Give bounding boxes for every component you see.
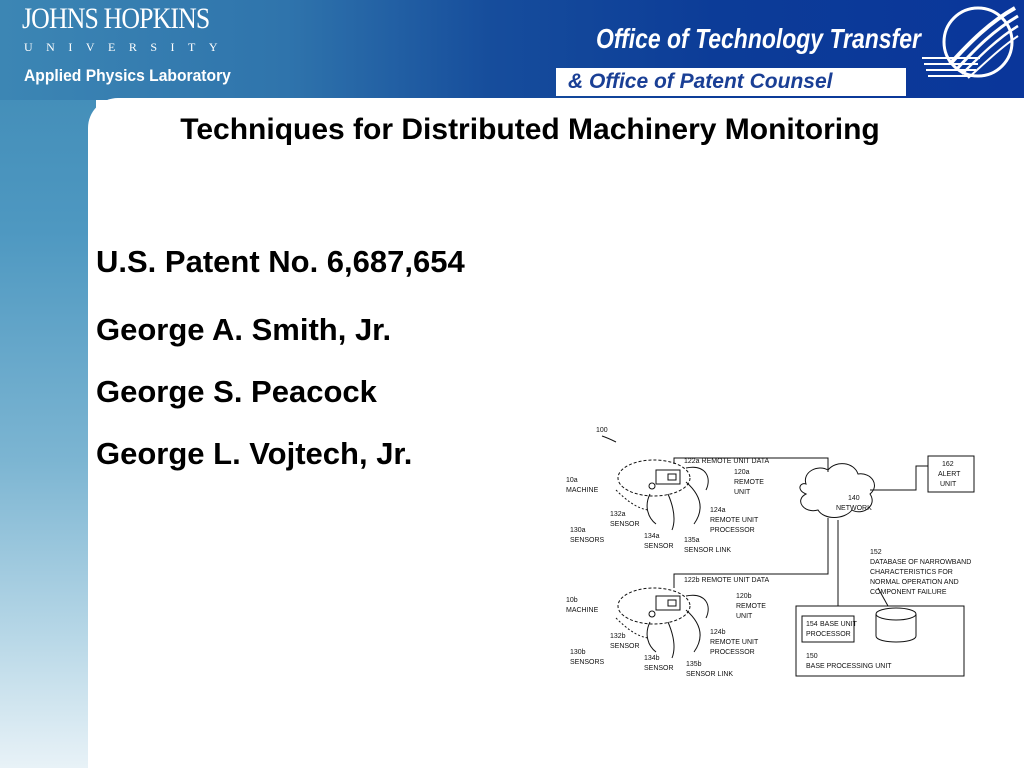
diagram-label-remote-unit-b-num: 120b	[736, 593, 752, 600]
diagram-label-remote-unit-b-text: REMOTE	[736, 603, 766, 610]
diagram-label-remote-unit-a-text2: UNIT	[734, 489, 751, 496]
diagram-label-alert-text2: UNIT	[940, 481, 957, 488]
lab-name: Applied Physics Laboratory	[24, 66, 231, 85]
diagram-label-link-a-text: SENSOR LINK	[684, 547, 732, 554]
diagram-label-link-b-text: SENSOR LINK	[686, 671, 734, 678]
diagram-label-sensor-a-num: 132a	[610, 511, 626, 518]
diagram-label-base-unit-num: 150	[806, 653, 818, 660]
diagram-label-processor-b-num: 124b	[710, 629, 726, 636]
diagram-label-sensors-b-text: SENSORS	[570, 659, 605, 666]
diagram-label-alert-text: ALERT	[938, 471, 961, 478]
diagram-label-base-proc-text2: PROCESSOR	[806, 631, 851, 638]
diagram-label-sensor-b-text: SENSOR	[610, 643, 640, 650]
patent-number: U.S. Patent No. 6,687,654	[96, 244, 465, 279]
diagram-label-machine-a-num: 10a	[566, 477, 578, 484]
diagram-label-sensors-b-num: 130b	[570, 649, 586, 656]
diagram-label-machine-a-text: MACHINE	[566, 487, 599, 494]
inventor-2: George S. Peacock	[96, 374, 377, 409]
diagram-label-remote-unit-b-text2: UNIT	[736, 613, 753, 620]
diagram-label-sensor2-a-text: SENSOR	[644, 543, 674, 550]
patent-diagram	[556, 420, 986, 690]
office-subtitle: & Office of Patent Counsel	[568, 70, 833, 93]
diagram-label-database-num: 152	[870, 549, 882, 556]
diagram-label-remote-unit-a-num: 120a	[734, 469, 750, 476]
diagram-label-sensors-a-num: 130a	[570, 527, 586, 534]
diagram-label-machine-b-num: 10b	[566, 597, 578, 604]
diagram-label-database-text1: DATABASE OF NARROWBAND	[870, 559, 972, 566]
university-subtitle: UNIVERSITY	[24, 40, 231, 54]
university-name: JOHNS HOPKINS	[22, 2, 210, 35]
diagram-label-sensors-a-text: SENSORS	[570, 537, 605, 544]
diagram-label-remote-data-a: 122a REMOTE UNIT DATA	[684, 458, 770, 465]
diagram-label-link-b-num: 135b	[686, 661, 702, 668]
diagram-label-sensor-a-text: SENSOR	[610, 521, 640, 528]
inventor-3: George L. Vojtech, Jr.	[96, 436, 413, 471]
diagram-label-base-proc-num: 154	[806, 621, 818, 628]
diagram-label-database-text2: CHARACTERISTICS FOR	[870, 569, 953, 576]
diagram-label-link-a-num: 135a	[684, 537, 700, 544]
diagram-label-remote-data-b: 122b REMOTE UNIT DATA	[684, 577, 770, 584]
diagram-label-network-num: 140	[848, 495, 860, 502]
diagram-label-processor-b-text: REMOTE UNIT	[710, 639, 759, 646]
ott-swoosh-logo-icon	[920, 2, 1020, 92]
diagram-label-sensor2-b-num: 134b	[644, 655, 660, 662]
diagram-label-sensor2-b-text: SENSOR	[644, 665, 674, 672]
left-gradient-band	[0, 0, 96, 768]
diagram-label-database-text3: NORMAL OPERATION AND	[870, 579, 959, 586]
diagram-label-processor-a-num: 124a	[710, 507, 726, 514]
diagram-label-network-text: NETWORK	[836, 505, 872, 512]
diagram-label-sensor-b-num: 132b	[610, 633, 626, 640]
diagram-label-processor-a-text2: PROCESSOR	[710, 527, 755, 534]
diagram-label-system: 100	[596, 427, 608, 434]
jhu-logo	[14, 2, 254, 58]
diagram-label-base-unit-text: BASE PROCESSING UNIT	[806, 663, 892, 670]
diagram-label-base-proc-text: BASE UNIT	[820, 621, 857, 628]
diagram-label-alert-num: 162	[942, 461, 954, 468]
diagram-label-processor-b-text2: PROCESSOR	[710, 649, 755, 656]
diagram-label-database-text4: COMPONENT FAILURE	[870, 589, 947, 596]
diagram-label-processor-a-text: REMOTE UNIT	[710, 517, 759, 524]
diagram-label-sensor2-a-num: 134a	[644, 533, 660, 540]
office-title: Office of Technology Transfer	[596, 23, 921, 54]
diagram-label-machine-b-text: MACHINE	[566, 607, 599, 614]
diagram-label-remote-unit-a-text: REMOTE	[734, 479, 764, 486]
inventor-1: George A. Smith, Jr.	[96, 312, 392, 347]
page-title: Techniques for Distributed Machinery Monitoring	[180, 113, 880, 146]
